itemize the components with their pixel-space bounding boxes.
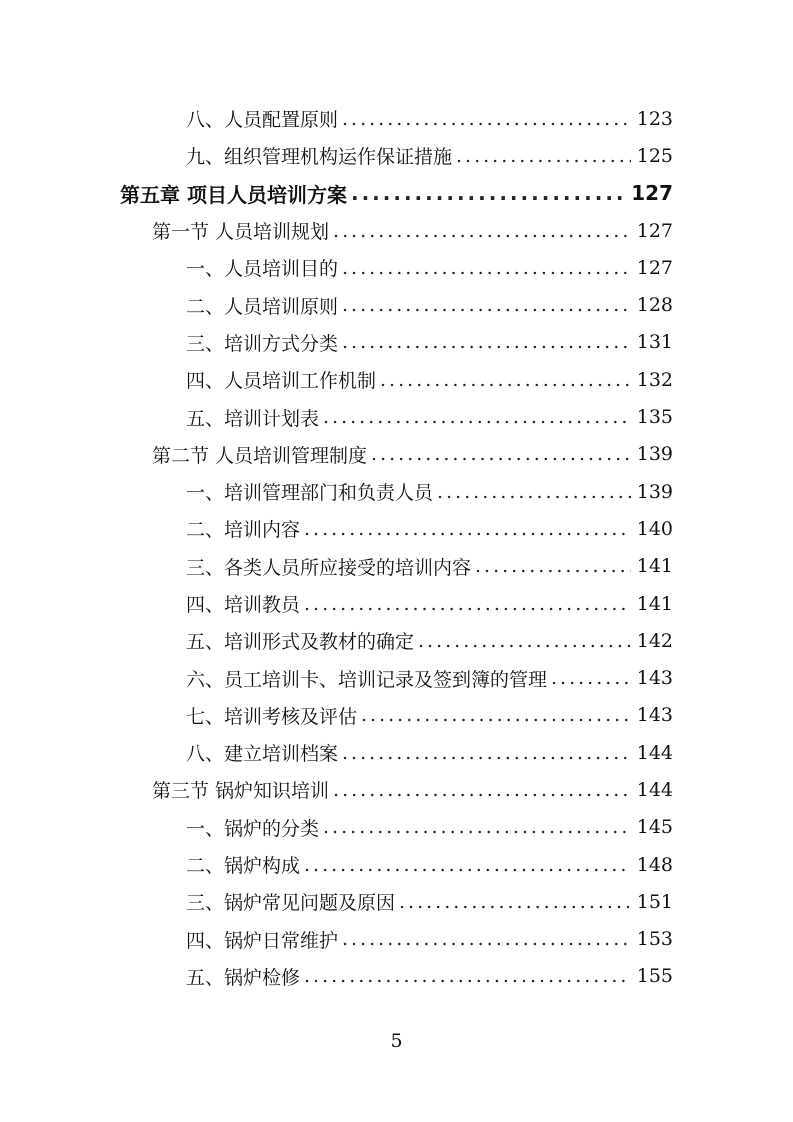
toc-dot-leader xyxy=(342,294,631,316)
toc-entry-title: 第五章 项目人员培训方案 xyxy=(120,182,347,207)
toc-entry[interactable] xyxy=(0,361,793,398)
toc-dot-leader xyxy=(323,406,631,428)
toc-entry-title: 三、各类人员所应接受的培训内容 xyxy=(186,556,472,579)
toc-entry[interactable] xyxy=(0,958,793,995)
toc-entry[interactable] xyxy=(0,249,793,286)
toc-entry-title: 四、锅炉日常维护 xyxy=(186,929,339,952)
toc-entry-title: 一、人员培训目的 xyxy=(186,258,339,281)
toc-entry-title: 八、人员配置原则 xyxy=(186,109,339,132)
toc-dot-leader xyxy=(304,593,631,615)
toc-entry[interactable] xyxy=(0,473,793,510)
toc-dot-leader xyxy=(371,443,631,465)
toc-entry-page: 148 xyxy=(636,853,673,876)
toc-entry-title: 一、锅炉的分类 xyxy=(186,817,320,840)
toc-dot-leader xyxy=(342,742,631,764)
toc-dot-leader xyxy=(342,928,631,950)
toc-entry-title: 第二节 人员培训管理制度 xyxy=(152,444,368,467)
toc-entry-title: 二、锅炉构成 xyxy=(186,855,301,878)
toc-entry[interactable] xyxy=(0,697,793,734)
page-number: 5 xyxy=(390,1030,403,1052)
toc-entry[interactable] xyxy=(0,100,793,137)
toc-entry-title: 五、锅炉检修 xyxy=(186,966,301,989)
toc-entry-title: 四、培训教员 xyxy=(186,594,301,616)
toc-entry-page: 153 xyxy=(636,928,673,951)
toc-dot-leader xyxy=(380,369,631,391)
toc-entry-page: 127 xyxy=(631,181,673,206)
toc-section-entry[interactable] xyxy=(0,436,793,473)
toc-entry-page: 145 xyxy=(636,816,673,839)
toc-dot-leader xyxy=(333,220,631,242)
toc-entry[interactable] xyxy=(0,548,793,585)
toc-entry[interactable] xyxy=(0,659,793,696)
toc-entry[interactable] xyxy=(0,734,793,771)
toc-entry[interactable] xyxy=(0,286,793,323)
toc-entry[interactable] xyxy=(0,622,793,659)
toc-entry[interactable] xyxy=(0,398,793,435)
toc-entry-title: 二、培训内容 xyxy=(186,519,301,542)
toc-dot-leader xyxy=(342,108,631,130)
toc-entry[interactable] xyxy=(0,921,793,958)
toc-dot-leader xyxy=(342,257,631,279)
table-of-contents xyxy=(0,100,793,995)
toc-chapter-entry[interactable] xyxy=(0,175,793,212)
toc-dot-leader xyxy=(304,518,631,540)
toc-entry-page: 143 xyxy=(636,667,673,690)
toc-entry-page: 141 xyxy=(636,592,673,615)
toc-entry-page: 131 xyxy=(636,331,673,354)
toc-entry-page: 127 xyxy=(636,219,673,242)
toc-entry[interactable] xyxy=(0,846,793,883)
toc-entry[interactable] xyxy=(0,883,793,920)
toc-entry[interactable] xyxy=(0,809,793,846)
toc-dot-leader xyxy=(437,481,631,503)
toc-entry-title: 四、人员培训工作机制 xyxy=(186,370,377,393)
toc-entry-title: 六、员工培训卡、培训记录及签到簿的管理 xyxy=(186,668,548,691)
toc-dot-leader xyxy=(342,331,631,353)
toc-entry-title: 八、建立培训档案 xyxy=(186,743,339,766)
toc-entry-page: 151 xyxy=(636,890,673,913)
toc-dot-leader xyxy=(418,630,631,652)
toc-entry-title: 三、锅炉常见问题及原因 xyxy=(186,892,396,915)
toc-entry-title: 第三节 锅炉知识培训 xyxy=(152,780,330,803)
toc-entry-page: 143 xyxy=(636,704,673,727)
toc-entry-page: 123 xyxy=(636,107,673,130)
toc-entry[interactable] xyxy=(0,510,793,547)
toc-entry-title: 一、培训管理部门和负责人员 xyxy=(186,482,434,505)
toc-entry-title: 五、培训计划表 xyxy=(186,407,320,430)
toc-entry-page: 142 xyxy=(636,629,673,652)
toc-entry-title: 第一节 人员培训规划 xyxy=(152,221,330,244)
toc-dot-leader xyxy=(361,704,631,726)
toc-entry-page: 135 xyxy=(636,406,673,429)
toc-entry[interactable] xyxy=(0,585,793,622)
toc-entry[interactable] xyxy=(0,137,793,174)
toc-dot-leader xyxy=(351,181,625,205)
toc-section-entry[interactable] xyxy=(0,212,793,249)
toc-entry-page: 132 xyxy=(636,368,673,391)
toc-dot-leader xyxy=(304,854,631,876)
toc-dot-leader xyxy=(551,667,631,689)
toc-entry-page: 127 xyxy=(636,256,673,279)
toc-entry-title: 七、培训考核及评估 xyxy=(186,705,358,728)
toc-entry-page: 141 xyxy=(636,555,673,578)
toc-dot-leader xyxy=(304,965,631,987)
toc-entry-title: 三、培训方式分类 xyxy=(186,332,339,355)
toc-entry-title: 二、人员培训原则 xyxy=(186,295,339,318)
toc-entry[interactable] xyxy=(0,324,793,361)
toc-entry-page: 139 xyxy=(636,480,673,503)
toc-entry-page: 128 xyxy=(636,294,673,317)
toc-entry-page: 140 xyxy=(636,517,673,540)
toc-entry-page: 144 xyxy=(636,778,673,801)
toc-entry-title: 五、培训形式及教材的确定 xyxy=(186,631,415,654)
toc-entry-title: 九、组织管理机构运作保证措施 xyxy=(186,146,453,169)
toc-section-entry[interactable] xyxy=(0,771,793,808)
toc-dot-leader xyxy=(399,891,631,913)
toc-dot-leader xyxy=(456,145,631,167)
toc-dot-leader xyxy=(475,555,631,577)
toc-entry-page: 155 xyxy=(636,965,673,988)
toc-dot-leader xyxy=(333,779,631,801)
toc-entry-page: 125 xyxy=(636,144,673,167)
toc-dot-leader xyxy=(323,816,631,838)
toc-entry-page: 144 xyxy=(636,741,673,764)
toc-entry-page: 139 xyxy=(636,443,673,466)
